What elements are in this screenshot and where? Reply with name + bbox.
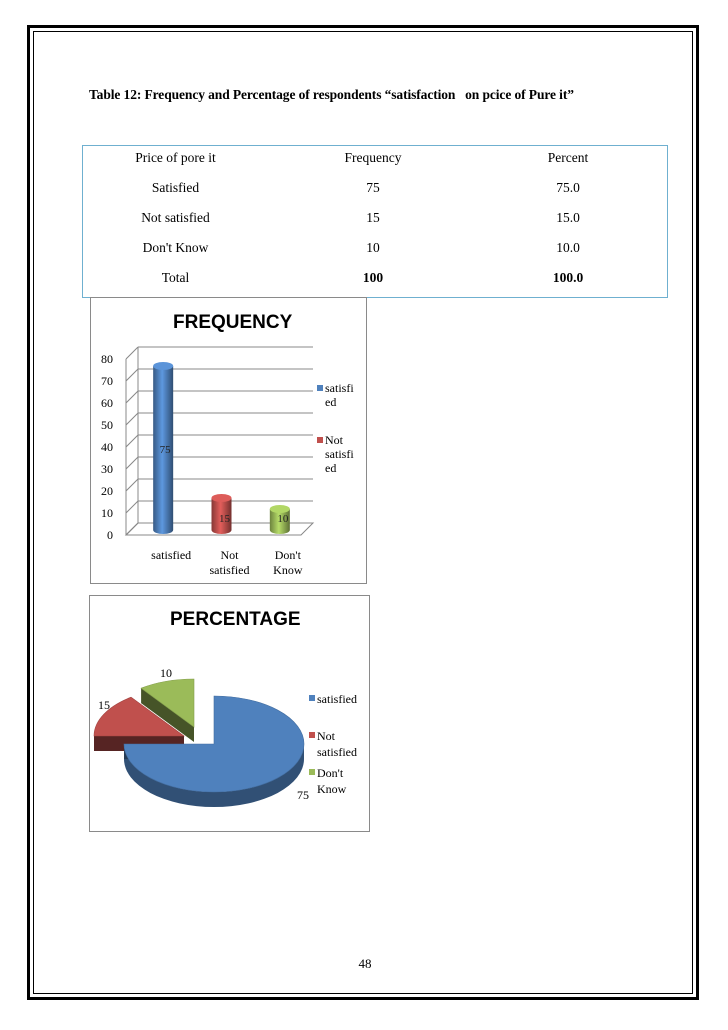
gridline-side — [126, 391, 138, 403]
gridline-side — [126, 347, 138, 359]
page-number: 48 — [358, 956, 372, 971]
data-label: 75 — [297, 788, 309, 802]
gridline-side — [126, 523, 138, 535]
legend-label: satisfied — [317, 692, 357, 706]
pie-chart-svg — [90, 596, 371, 833]
header-percent: Percent — [547, 150, 589, 165]
row-frequency: 15 — [366, 210, 380, 225]
total-frequency: 100 — [362, 270, 384, 285]
data-label: 10 — [160, 666, 172, 680]
legend-swatch — [317, 385, 323, 391]
frequency-table — [82, 145, 668, 298]
gridline-side — [126, 369, 138, 381]
y-tick-label: 60 — [101, 396, 113, 410]
legend-swatch — [309, 732, 315, 738]
data-label: 15 — [98, 698, 110, 712]
chart-title: PERCENTAGE — [170, 609, 301, 630]
row-label: Satisfied — [151, 180, 200, 195]
row-label: Not satisfied — [141, 210, 210, 225]
y-tick-label: 50 — [101, 418, 113, 432]
x-tick-label: Not satisfied — [209, 548, 250, 577]
total-label: Total — [161, 270, 190, 285]
data-label: 15 — [219, 513, 230, 525]
row-percent: 75.0 — [556, 180, 580, 195]
legend-swatch — [309, 695, 315, 701]
y-tick-label: 40 — [101, 440, 113, 454]
total-percent: 100.0 — [552, 270, 584, 285]
gridline-side — [126, 501, 138, 513]
percentage-chart — [89, 595, 370, 832]
bar-top — [212, 494, 232, 502]
data-label: 10 — [277, 513, 289, 525]
gridline-side — [126, 435, 138, 447]
frequency-chart — [90, 297, 367, 584]
bar-chart-svg — [91, 298, 368, 585]
y-tick-label: 10 — [101, 506, 113, 520]
row-frequency: 75 — [366, 180, 380, 195]
table-caption: Table 12: Frequency and Percentage of respondents “satisfaction on pcice of Pure it” — [89, 87, 574, 102]
header-price: Price of pore it — [135, 150, 216, 165]
legend-label: Not satisfied — [317, 729, 357, 759]
x-tick-label: satisfied — [151, 548, 192, 562]
legend-swatch — [317, 437, 323, 443]
legend-swatch — [309, 769, 315, 775]
row-percent: 10.0 — [556, 240, 580, 255]
chart-title: FREQUENCY — [173, 312, 293, 333]
gridline-side — [126, 457, 138, 469]
y-tick-label: 0 — [107, 528, 113, 542]
y-tick-label: 70 — [101, 374, 113, 388]
y-tick-label: 80 — [101, 352, 113, 366]
bar-top — [153, 362, 173, 370]
gridline-side — [126, 479, 138, 491]
y-tick-label: 20 — [101, 484, 113, 498]
row-percent: 15.0 — [556, 210, 580, 225]
legend-label: Don't Know — [317, 766, 347, 796]
x-tick-label: Don't Know — [273, 548, 303, 577]
header-frequency: Frequency — [344, 150, 402, 165]
gridline-side — [126, 413, 138, 425]
bar-top — [270, 505, 290, 513]
legend-label: Not satisfi ed — [325, 433, 354, 475]
row-label: Don't Know — [142, 240, 209, 255]
row-frequency: 10 — [366, 240, 380, 255]
legend-label: satisfi ed — [325, 381, 354, 409]
y-tick-label: 30 — [101, 462, 113, 476]
data-label: 75 — [159, 444, 171, 456]
